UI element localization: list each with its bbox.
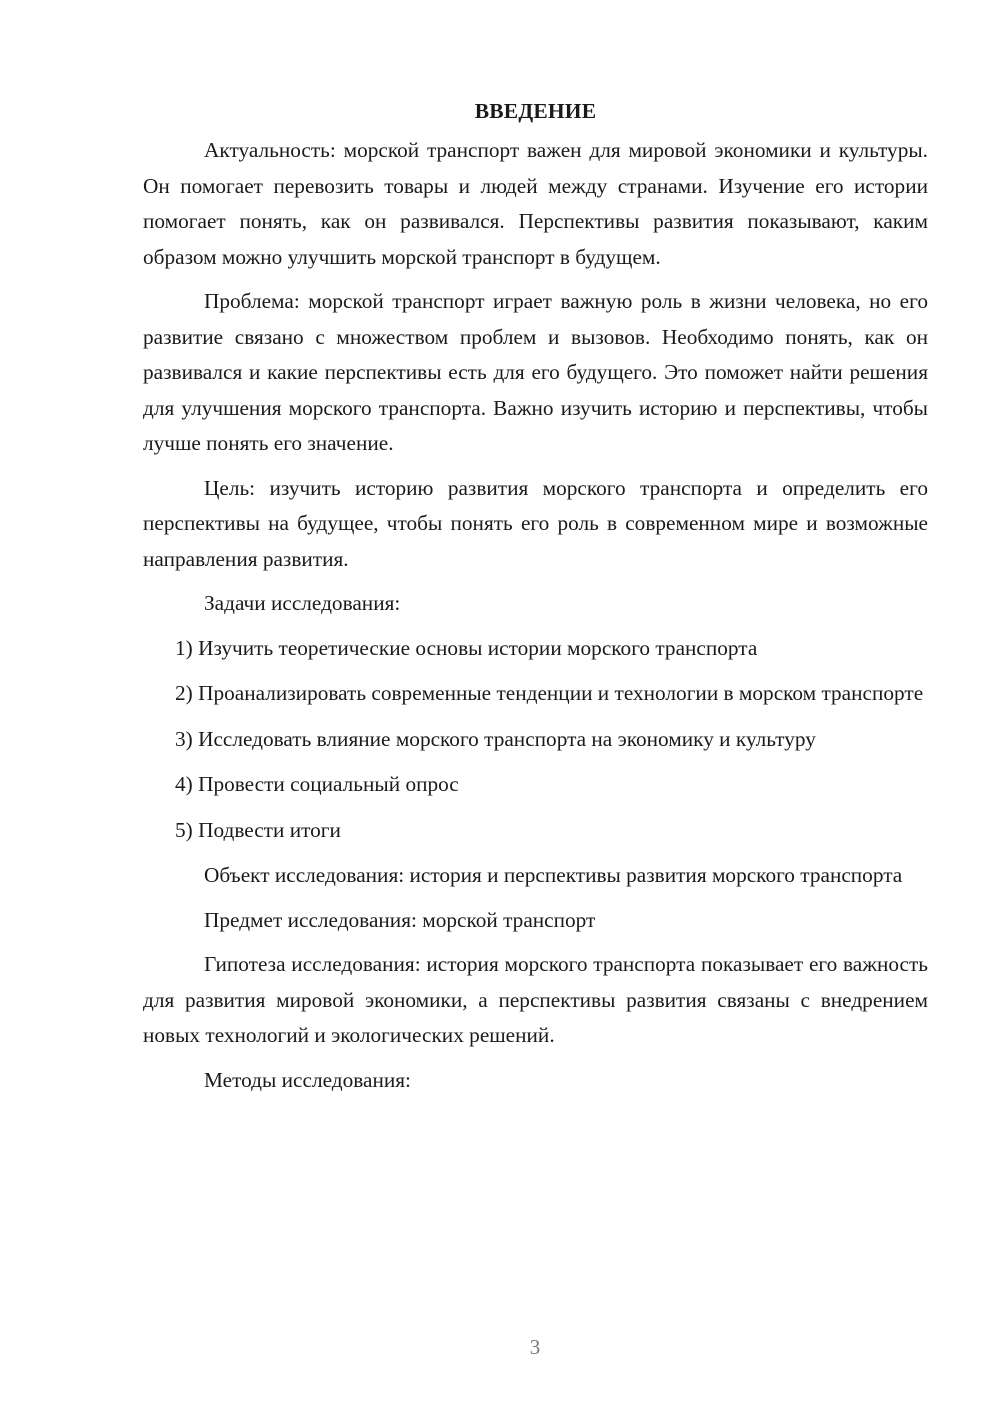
paragraph-goal: Цель: изучить историю развития морского транспорта и определить его перспективы на будущее, чтобы понять его роль в современном мире и возможные направления развития. (143, 475, 928, 571)
list-item: 2) Проанализировать современные тенденции и технологии в морском транспорте (175, 681, 924, 705)
list-item: 1) Изучить теоретические основы истории морского транспорта (175, 635, 758, 660)
paragraph-object: Объект исследования: история и перспективы развития морского транспорта (204, 863, 903, 887)
tasks-heading: Задачи исследования: (204, 591, 401, 615)
page-number: 3 (529, 1335, 541, 1359)
document-page (143, 96, 928, 1107)
paragraph-subject: Предмет исследования: морской транспорт (204, 907, 596, 932)
paragraph-relevance: Актуальность: морской транспорт важен для мировой экономики и культуры. Он помогает перевозить товары и людей между странами. Изучение его истории помогает понять, как он развивался. Перспективы развития показывают, каким образом можно улучшить морской транспорт в будущем. (143, 138, 928, 269)
list-item: 3) Исследовать влияние морского транспорта на экономику и культуру (175, 726, 816, 751)
list-item: 4) Провести социальный опрос (175, 772, 459, 796)
list-item: 5) Подвести итоги (175, 817, 341, 842)
paragraph-problem: Проблема: морской транспорт играет важную роль в жизни человека, но его развитие связано с множеством проблем и вызовов. Необходимо понять, как он развивался и какие перспективы есть для его будущего. Это поможет найти решения для улучшения морского транспорта. Важно изучить историю и перспективы, чтобы лучше понять его значение. (143, 289, 928, 455)
tasks-list (143, 631, 928, 849)
paragraph-hypothesis: Гипотеза исследования: история морского транспорта показывает его важность для развития мировой экономики, а перспективы развития связаны с внедрением новых технологий и экологических решений. (143, 952, 928, 1047)
page-title: ВВЕДЕНИЕ (474, 99, 597, 123)
paragraph-methods: Методы исследования: (204, 1067, 411, 1092)
